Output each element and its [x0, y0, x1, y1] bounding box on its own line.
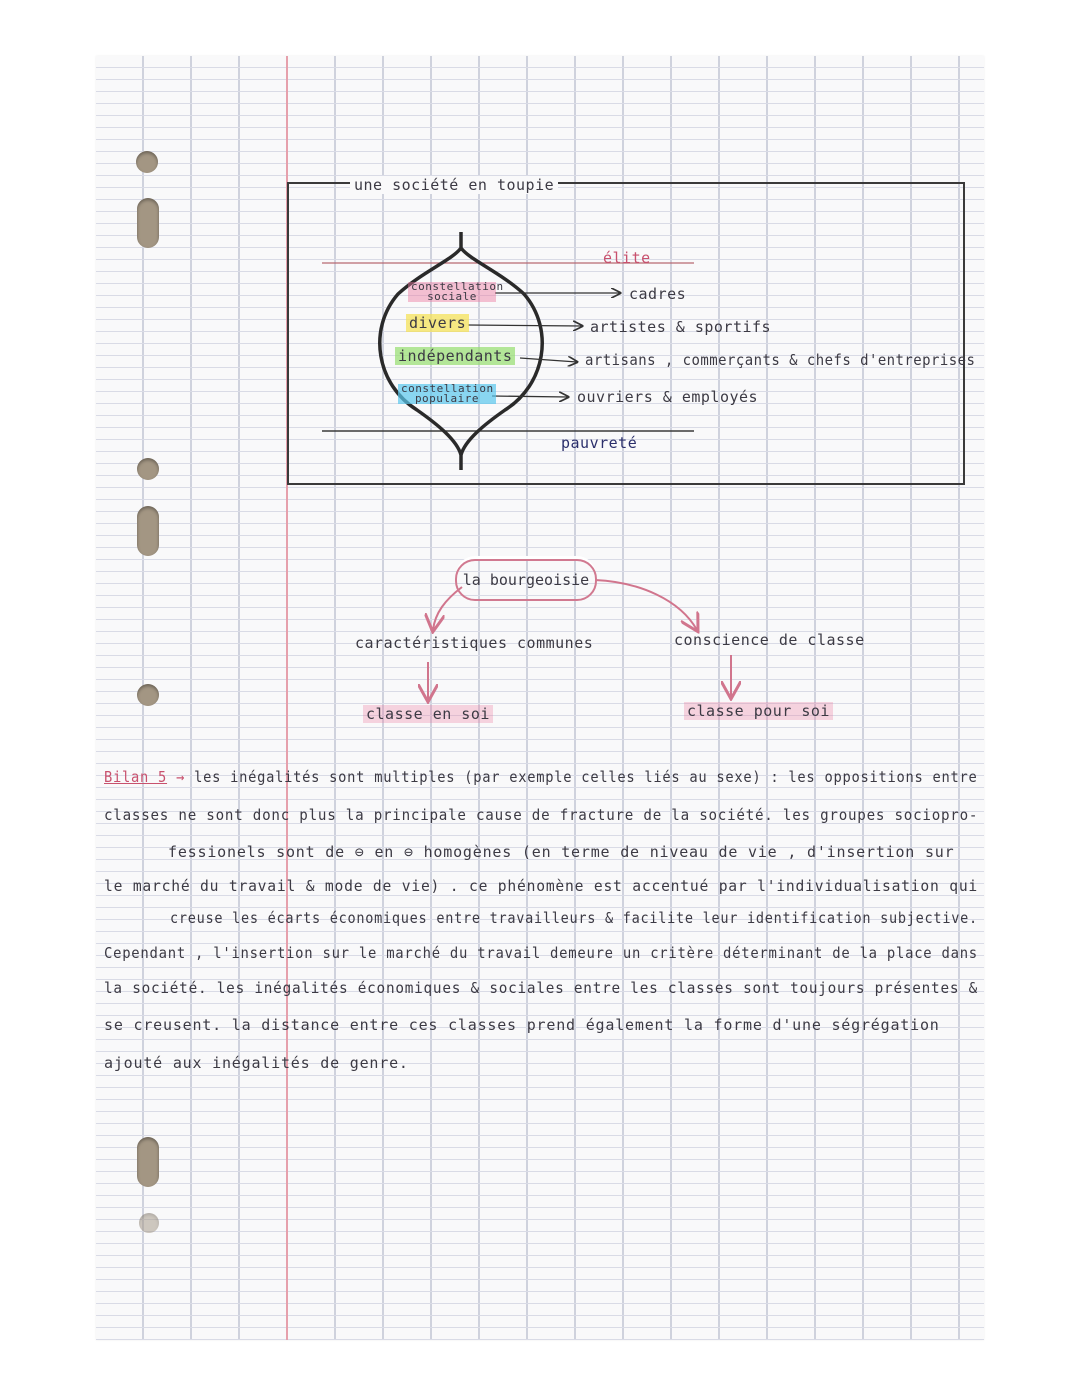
arrow-artisans — [520, 358, 577, 362]
target-ouvriers: ouvriers & employés — [577, 388, 759, 406]
summary-arrow: → — [176, 768, 186, 786]
summary-line-7: la société. les inégalités économiques & sociales entre les classes sont toujours présentes & — [104, 979, 979, 997]
target-cadres: cadres — [629, 285, 687, 303]
arrow-artistes — [468, 325, 582, 326]
target-artisans: artisans , commerçants & chefs d'entreprises — [585, 351, 976, 369]
poverty-label: pauvreté — [561, 434, 638, 452]
layer-constellation-sociale: constellation sociale — [408, 282, 496, 302]
left-branch: caractéristiques communes — [355, 634, 594, 652]
summary-line-9: ajouté aux inégalités de genre. — [104, 1054, 409, 1072]
summary-heading: Bilan 5 — [104, 768, 168, 786]
summary-line-4: le marché du travail & mode de vie) . ce phénomène est accentué par l'individualisation qui — [104, 877, 979, 895]
summary-line-5: creuse les écarts économiques entre travailleurs & facilite leur identification subjective. — [170, 909, 978, 927]
right-branch: conscience de classe — [674, 631, 865, 649]
bourgeoisie-label: la bourgeoisie — [462, 571, 590, 589]
summary-line-2: classes ne sont donc plus la principale cause de fracture de la société. les groupes sociopro- — [104, 806, 979, 824]
arrow-to-conscience — [595, 580, 697, 630]
summary-line-1 — [104, 768, 978, 786]
layer-independants: indépendants — [395, 347, 515, 365]
summary-line-3: fessionels sont de ⊖ en ⊖ homogènes (en terme de niveau de vie , d'insertion sur — [168, 843, 955, 861]
summary-line-6: Cependant , l'insertion sur le marché du travail demeure un critère déterminant de la place dans — [104, 944, 978, 962]
arrow-to-caracteristiques — [433, 587, 462, 630]
target-artistes: artistes & sportifs — [590, 318, 772, 336]
elite-label: élite — [603, 249, 651, 267]
left-result: classe en soi — [363, 705, 493, 723]
bourgeoisie-cloud — [455, 559, 597, 601]
arrow-ouvriers — [492, 396, 568, 397]
summary-line-8: se creusent. la distance entre ces classes prend également la forme d'une ségrégation — [104, 1016, 940, 1034]
diagram-title: une société en toupie — [350, 176, 558, 194]
right-result: classe pour soi — [684, 702, 833, 720]
layer-constellation-populaire: constellation populaire — [398, 384, 496, 404]
summary-text: les inégalités sont multiples (par exemple celles liés au sexe) : les oppositions entre — [194, 768, 978, 786]
layer-divers: divers — [406, 314, 469, 332]
